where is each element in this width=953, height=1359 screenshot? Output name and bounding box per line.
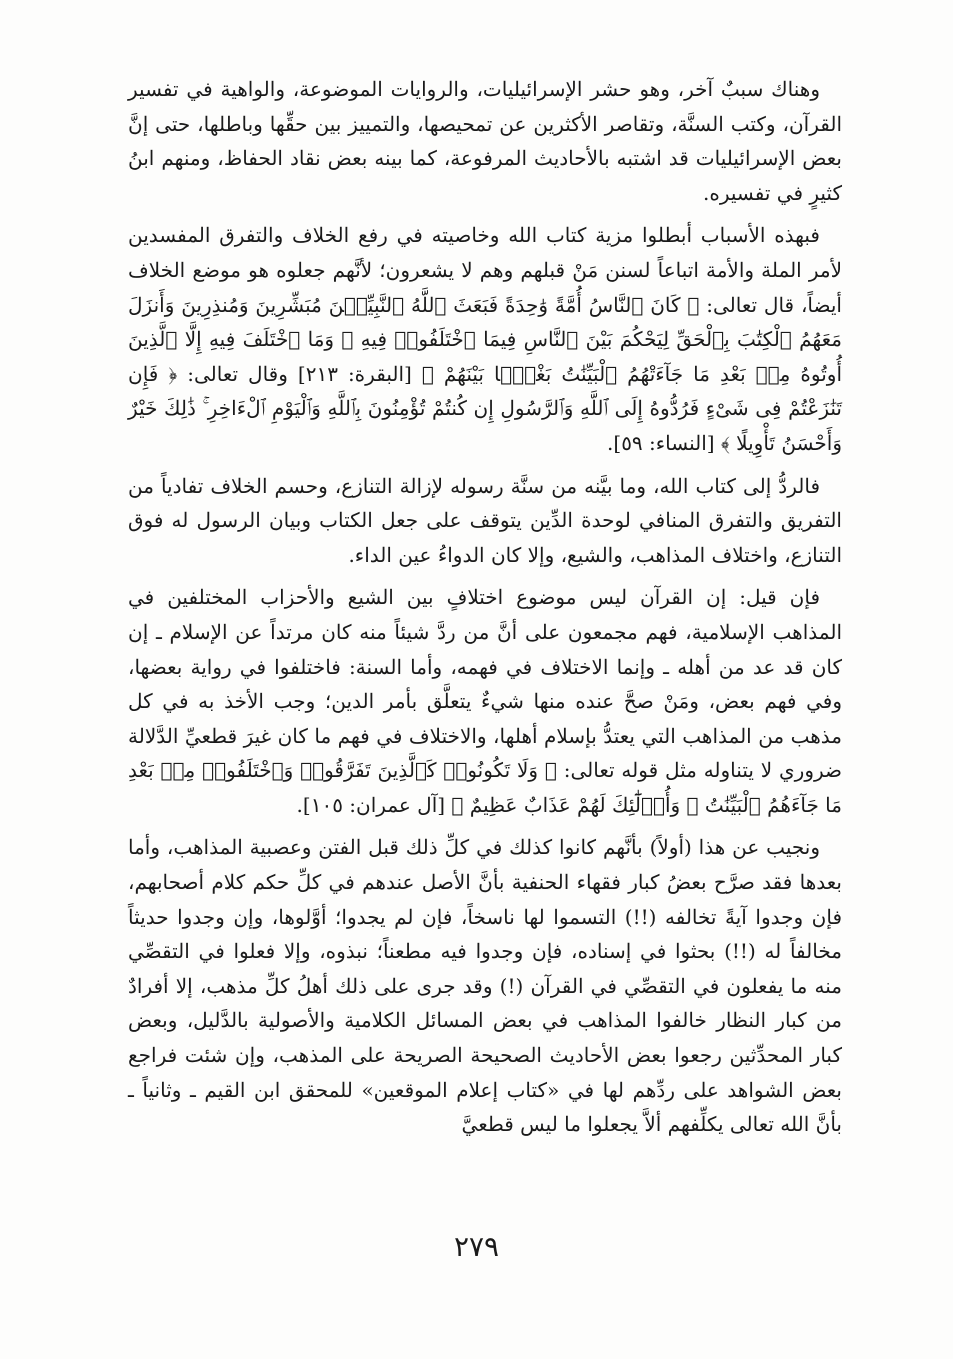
paragraph-response: ونجيب عن هذا (أولاً) بأنَّهم كانوا كذلك في كلِّ ذلك قبل الفتن وعصبية المذاهب، وأما بعدها فقد صرَّح بعضُ كبار فقهاء الحنفية بأنَّ الأصل عندهم في كلِّ حكم كلام أصحابهم، فإن وجدوا آيةً تخالفه (!!) التسموا لها ناسخاً، فإن لم يجدوا؛ أوَّلوها، وإن وجدوا حديثاً مخالفاً له (!!) بحثوا في إسناده، فإن وجدوا فيه مطعناً؛ نبذوه، وإلا فعلوا في التقصِّي منه ما يفعلون في التقصِّي في القرآن (!) وقد جرى على ذلك أهلُ كلِّ مذهب، إلا أفرادٌ من كبار النظار خالفوا المذاهب في بعض المسائل الكلامية والأصولية بالدَّليل، وبعض كبار المحدِّثين رجعوا بعض الأحاديث الصحيحة الصريحة على المذهب، وإن شئت فراجع بعض الشواهد على ردِّهم لها في «كتاب إعلام الموقعين» للمحقق ابن القيم ـ وثانياً ـ بأنَّ الله تعالى يكلِّفهم ألاَّ يجعلوا ما ليس قطعيَّ xyxy=(128,835,842,1137)
page-number: ٢٧٩ xyxy=(453,1230,500,1263)
paragraph-israiliyat: وهناك سببٌ آخر، وهو حشر الإسرائيليات، والروايات الموضوعة، والواهية في تفسير القرآن، وكتب السنَّة، وتقاصر الأكثرين عن تمحيصها، والتمييز بين حقِّها وباطلها، حتى إنَّ بعض الإسرائيليات قد اشتبه بالأحاديث المرفوعة، كما بينه بعض نقاد الحفاظ، ومنهم ابنُ كثيرٍ في تفسيره. xyxy=(128,77,842,205)
paragraph-objection: فإن قيل: إن القرآن ليس موضوع اختلافٍ بين الشيع والأحزاب المختلفين في المذاهب الإسلامية، فهم مجمعون على أنَّ من ردَّ شيئاً منه كان مرتداً عن الإسلام ـ إن كان قد عد من أهله ـ وإنما الاختلاف في فهمه، وأما السنة: فاختلفوا في رواية بعضها، وفي فهم بعض، ومَنْ صحَّ عنده منها شيءٌ يتعلَّق بأمر الدين؛ وجب الأخذ به في كل مذهب من المذاهب التي يعتدُّ بإسلام أهلها، والاختلاف في فهم ما كان غيرَ قطعيِّ الدَّلالة ضروري لا يتناوله مثل قوله تعالى: ﴿ وَلَا تَكُونُوا۟ كَٱلَّذِينَ تَفَرَّقُوا۟ وَٱخْتَلَفُوا۟ مِنۢ بَعْدِ مَا جَآءَهُمُ ٱلْبَيِّنَٰتُ ۚ وَأُو۟لَٰٓئِكَ لَهُمْ عَذَابٌ عَظِيمٌ ﴾ [آل عمران: ١٠٥]. xyxy=(128,585,843,817)
paragraph-causes: فبهذه الأسباب أبطلوا مزية كتاب الله وخاصيته في رفع الخلاف والتفرق المفسدين لأمر الملة والأمة اتباعاً لسنن مَنْ قبلهم وهم لا يشعرون؛ لأنَّهم جعلوه هو موضع الخلاف أيضاً، قال تعالى: ﴿ كَانَ ٱلنَّاسُ أُمَّةً وَٰحِدَةً فَبَعَثَ ٱللَّهُ ٱلنَّبِيِّـۧنَ مُبَشِّرِينَ وَمُنذِرِينَ وَأَنزَلَ مَعَهُمُ ٱلْكِتَٰبَ بِٱلْحَقِّ لِيَحْكُمَ بَيْنَ ٱلنَّاسِ فِيمَا ٱخْتَلَفُوا۟ فِيهِ ۚ وَمَا ٱخْتَلَفَ فِيهِ إِلَّا ٱلَّذِينَ أُوتُوهُ مِنۢ بَعْدِ مَا جَآءَتْهُمُ ٱلْبَيِّنَٰتُ بَغْيًۢا بَيْنَهُمْ ﴾ [البقرة: ٢١٣] وقال تعالى: ﴿ فَإِن تَنَٰزَعْتُمْ فِى شَىْءٍ فَرُدُّوهُ إِلَى ٱللَّهِ وَٱلرَّسُولِ إِن كُنتُمْ تُؤْمِنُونَ بِٱللَّهِ وَٱلْيَوْمِ ٱلْءَاخِرِ ۚ ذَٰلِكَ خَيْرٌ وَأَحْسَنُ تَأْوِيلًا ﴾ [النساء: ٥٩]. xyxy=(128,223,842,455)
body-text xyxy=(128,72,842,1150)
paragraph-return-to-book: فالردُّ إلى كتاب الله، وما بيَّنه من سنَّة رسوله لإزالة التنازع، وحسم الخلاف تفادياً من التفريق والتفرق المنافي لوحدة الدِّين يتوقف على جعل الكتاب وبيان الرسول له فوق التنازع، واختلاف المذاهب، والشيع، وإلا كان الدواءُ عين الداء. xyxy=(128,473,842,567)
